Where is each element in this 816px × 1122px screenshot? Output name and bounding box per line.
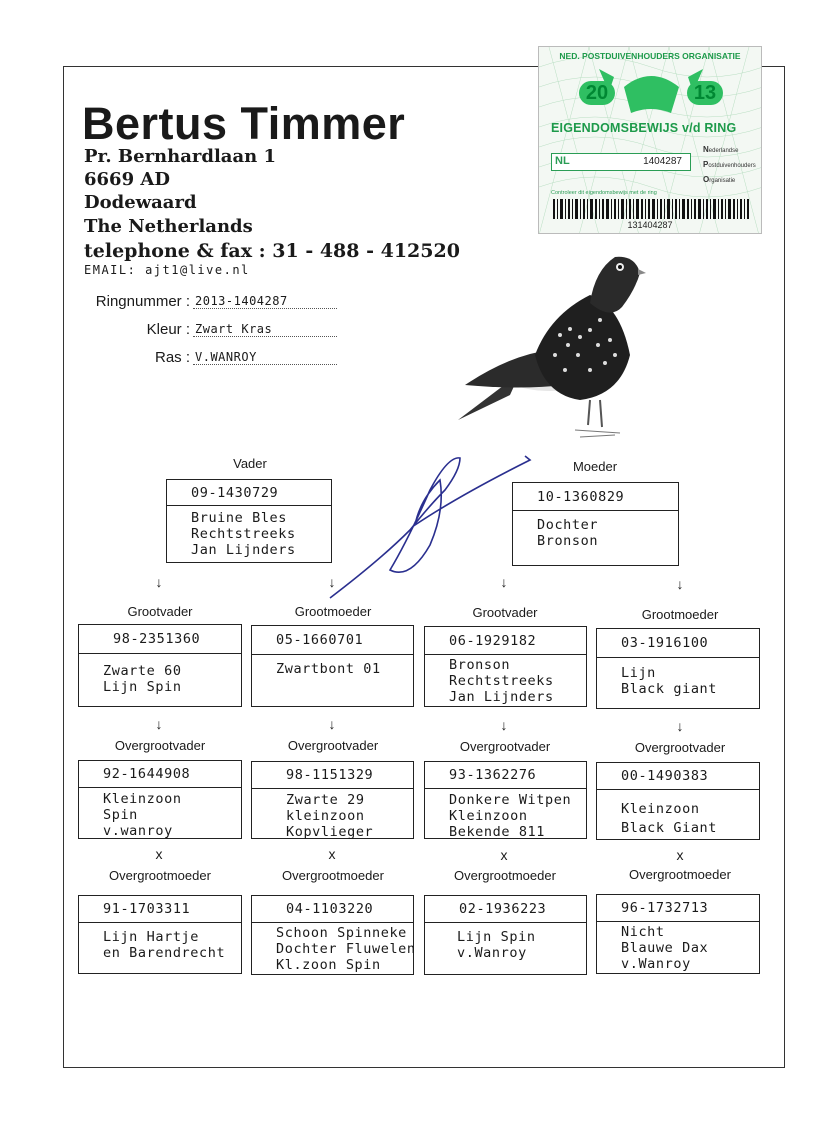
color-label: Kleur : [146,321,190,338]
great-grandmother-box [424,895,587,975]
great-grandfather-label: Overgrootvader [634,740,726,755]
great-grandmother-ring: 91-1703311 [79,896,241,923]
grandparent-box [596,628,760,709]
barcode [553,199,749,219]
pairing-cross: x [676,847,684,863]
barcode-number: 131404287 [627,220,673,230]
ring-ownership-sticker [538,46,762,234]
grandparent-box [424,626,587,707]
grandfather-label: Grootvader [472,605,538,620]
great-grandfather-ring: 00-1490383 [597,763,759,790]
npo-p: P [703,160,709,169]
great-grandmother-box [78,895,242,974]
great-grandfather-ring: 92-1644908 [79,761,241,788]
great-grandmother-desc: Schoon Spinneke Dochter Fluwelen Kl.zoon Spin [276,925,416,973]
mother-desc: Dochter Bronson [537,517,599,549]
arrow-down: ↓ [676,718,684,734]
great-grandfather-desc: Kleinzoon Spin v.wanroy [103,791,182,839]
great-grandmother-desc: Nicht Blauwe Dax v.Wanroy [621,924,709,972]
breed-value: V.WANROY [193,350,337,365]
arrow-down: ↓ [676,576,684,592]
grandfather-label: Grootvader [127,604,193,619]
mother-box [512,482,679,566]
npo-o: O [703,175,710,184]
mother-label: Moeder [572,459,618,474]
sticker-title: EIGENDOMSBEWIJS v/d RING [551,121,737,135]
grandparent-ring: 03-1916100 [597,629,759,658]
breed-label: Ras : [154,349,190,366]
owner-city: Dodewaard [84,192,197,213]
great-grandmother-label: Overgrootmoeder [109,868,211,883]
grandparent-desc: Bronson Rechtstreeks Jan Lijnders [449,657,554,705]
owner-phone: telephone & fax : 31 - 488 - 412520 [84,240,460,262]
arrow-down: ↓ [500,717,508,733]
mother-ring: 10-1360829 [513,483,678,511]
grandparent-desc: Zwartbont 01 [276,661,381,677]
sticker-ring-field [551,153,691,171]
pairing-cross: x [500,847,508,863]
great-grandfather-ring: 98-1151329 [252,762,413,789]
sticker-year-right: 13 [687,81,723,105]
owner-email: EMAIL: ajt1@live.nl [84,263,250,277]
arrow-down: ↓ [500,574,508,590]
sticker-org: NED. POSTDUIVENHOUDERS ORGANISATIE [559,51,741,61]
great-grandmother-box [251,895,414,975]
great-grandfather-desc: Kleinzoon Black Giant [621,801,718,836]
pigeon-illustration [450,245,650,445]
sticker-footer: Controleer dit eigendomsbewijs met de ring [551,190,657,196]
great-grandmother-label: Overgrootmoeder [454,868,556,883]
great-grandfather-label: Overgrootvader [287,738,379,753]
grandparent-ring: 06-1929182 [425,627,586,655]
great-grandfather-desc: Donkere Witpen Kleinzoon Bekende 811 [449,792,572,840]
owner-street: Pr. Bernhardlaan 1 [84,146,276,167]
ring-value: 2013-1404287 [193,294,337,309]
great-grandfather-box [251,761,414,839]
arrow-down: ↓ [155,716,163,732]
pairing-cross: x [328,846,336,862]
owner-postcode: 6669 AD [84,169,170,190]
great-grandfather-box [78,760,242,839]
npo-p-text: ostduivenhouders [708,163,756,169]
owner-name: Bertus Timmer [82,98,406,149]
father-label: Vader [233,456,267,471]
grandmother-label: Grootmoeder [294,604,372,619]
great-grandmother-box [596,894,760,974]
ring-label: Ringnummer : [95,293,190,310]
sticker-country-code: NL [555,155,570,167]
great-grandmother-label: Overgrootmoeder [282,868,384,883]
grandparent-desc: Zwarte 60 Lijn Spin [103,663,182,695]
great-grandmother-desc: Lijn Spin v.Wanroy [457,929,536,961]
arrow-down: ↓ [328,574,336,590]
grandmother-label: Grootmoeder [641,607,719,622]
father-ring: 09-1430729 [167,480,331,506]
great-grandmother-label: Overgrootmoeder [629,867,731,882]
great-grandfather-box [596,762,760,840]
arrow-down: ↓ [155,574,163,590]
great-grandfather-box [424,761,587,839]
grandparent-box [251,625,414,707]
sticker-ring-number: 1404287 [643,156,682,167]
color-value: Zwart Kras [193,322,337,337]
great-grandmother-ring: 96-1732713 [597,895,759,922]
grandparent-desc: Lijn Black giant [621,665,718,697]
great-grandmother-ring: 02-1936223 [425,896,586,923]
great-grandfather-desc: Zwarte 29 kleinzoon Kopvlieger [286,792,374,840]
owner-country: The Netherlands [84,216,253,237]
lion-emblem [624,76,679,113]
great-grandmother-desc: Lijn Hartje en Barendrecht [103,929,226,961]
npo-n: N [703,145,709,154]
arrow-down: ↓ [328,716,336,732]
sticker-year-left: 20 [579,81,615,105]
great-grandmother-ring: 04-1103220 [252,896,413,923]
father-desc: Bruine Bles Rechtstreeks Jan Lijnders [191,510,296,558]
great-grandfather-ring: 93-1362276 [425,762,586,789]
pairing-cross: x [155,846,163,862]
npo-o-text: rganisatie [709,178,736,184]
grandparent-ring: 98-2351360 [79,625,241,654]
father-box [166,479,332,563]
npo-n-text: ederlandse [708,148,739,154]
grandparent-ring: 05-1660701 [252,626,413,655]
great-grandfather-label: Overgrootvader [459,739,551,754]
great-grandfather-label: Overgrootvader [114,738,206,753]
grandparent-box [78,624,242,707]
